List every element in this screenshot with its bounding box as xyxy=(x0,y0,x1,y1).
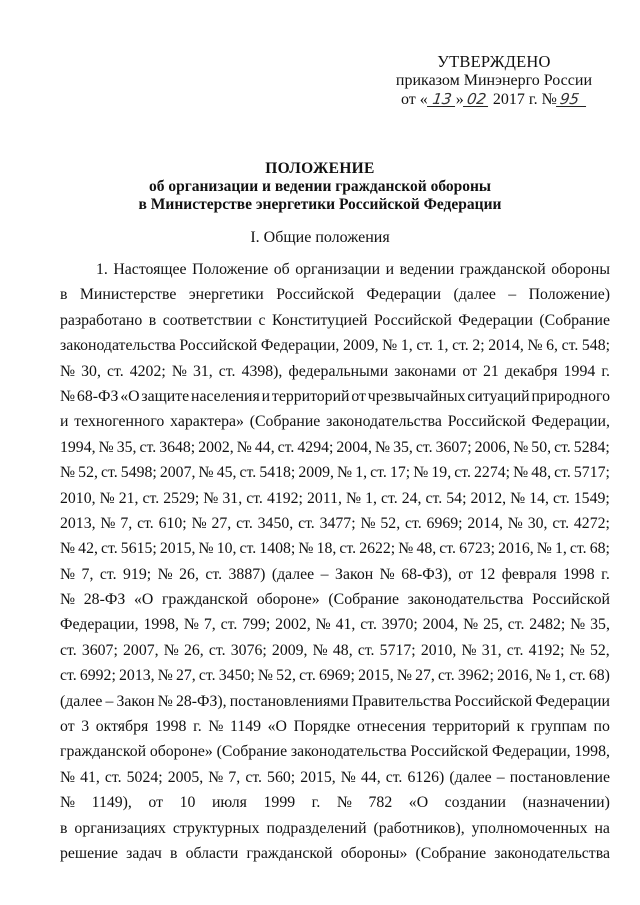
approval-order-line xyxy=(396,90,592,109)
paragraph-line: 2013, № 7, ст. 610; № 27, ст. 3450, ст. 3477; № 52, ст. 6969; 2014, № 30, ст. 4272; xyxy=(60,514,610,532)
paragraph-line: № 1149), от 10 июля 1999 г. № 782 «О создании (назначении) xyxy=(60,794,610,812)
handwritten-month: 02 xyxy=(463,92,490,107)
paragraph-line: № 52, ст. 5498; 2007, № 45, ст. 5418; 2009, № 1, ст. 17; № 19, ст. 2274; № 48, ст. 5717; xyxy=(60,464,610,482)
paragraph-line: от 3 октября 1998 г. № 1149 «О Порядке отнесения территорий к группам по xyxy=(60,718,610,736)
paragraph-line: и техногенного характера» (Собрание законодательства Российской Федерации, xyxy=(60,413,610,431)
handwritten-order-number: 95 xyxy=(556,92,588,107)
paragraph-line: Федерации, 1998, № 7, ст. 799; 2002, № 41, ст. 3970; 2004, № 25, ст. 2482; № 35, xyxy=(60,616,610,634)
paragraph-line: гражданской обороне» (Собрание законодательства Российской Федерации, 1998, xyxy=(60,743,610,761)
approval-year: 2017 г. № xyxy=(492,91,557,108)
paragraph-line: 1. Настоящее Положение об организации и ведении гражданской обороны xyxy=(96,261,610,278)
approval-issuer: приказом Минэнерго России xyxy=(395,72,592,89)
handwritten-day: 13 xyxy=(427,92,457,107)
section-heading: I. Общие положения xyxy=(250,229,390,246)
paragraph-line: 1994, № 35, ст. 3648; 2002, № 44, ст. 4294; 2004, № 35, ст. 3607; 2006, № 50, ст. 5284; xyxy=(60,438,610,456)
paragraph-line: № 7, ст. 919; № 26, ст. 3887) (далее – Закон № 68-ФЗ), от 12 февраля 1998 г. xyxy=(60,565,610,583)
paragraph-line: № 30, ст. 4202; № 31, ст. 4398), федеральными законами от 21 декабря 1994 г. xyxy=(60,362,610,380)
approval-date-prefix: от « xyxy=(401,91,428,108)
paragraph-line: разработано в соответствии с Конституцией Российской Федерации (Собрание xyxy=(60,311,610,329)
paragraph-line: решение задач в области гражданской обороны» (Собрание законодательства xyxy=(60,844,610,862)
approval-block xyxy=(396,52,592,109)
paragraph-line: в организациях структурных подразделений (работников), уполномоченных на xyxy=(60,819,610,837)
paragraph-line: в Министерстве энергетики Российской Федерации (далее – Положение) xyxy=(60,286,610,304)
paragraph-line: № 68-ФЗ «О защите населения и территорий от чрезвычайных ситуаций природного xyxy=(60,387,610,405)
paragraph-body xyxy=(60,257,610,866)
paragraph-line: (далее – Закон № 28-ФЗ), постановлениями Правительства Российской Федерации xyxy=(60,692,610,710)
document-title xyxy=(0,160,640,214)
title-line-1: ПОЛОЖЕНИЕ xyxy=(265,160,375,177)
paragraph-line: 2010, № 21, ст. 2529; № 31, ст. 4192; 2011, № 1, ст. 24, ст. 54; 2012, № 14, ст. 1549; xyxy=(60,489,610,507)
paragraph-line: № 42, ст. 5615; 2015, № 10, ст. 1408; № 18, ст. 2622; № 48, ст. 6723; 2016, № 1, ст. 68; xyxy=(60,540,610,558)
paragraph-line: законодательства Российской Федерации, 2009, № 1, ст. 1, ст. 2; 2014, № 6, ст. 548; xyxy=(60,337,610,355)
paragraph-line: ст. 6992; 2013, № 27, ст. 3450; № 52, ст. 6969; 2015, № 27, ст. 3962; 2016, № 1, ст. 68) xyxy=(60,667,610,685)
paragraph-line: ст. 3607; 2007, № 26, ст. 3076; 2009, № 48, ст. 5717; 2010, № 31, ст. 4192; № 52, xyxy=(60,641,610,659)
paragraph-line: № 28-ФЗ «О гражданской обороне» (Собрание законодательства Российской xyxy=(60,591,610,609)
approval-status: УТВЕРЖДЕНО xyxy=(437,52,551,71)
title-line-2: об организации и ведении гражданской обороны xyxy=(148,178,492,195)
paragraph-line: № 41, ст. 5024; 2005, № 7, ст. 560; 2015, № 44, ст. 6126) (далее – постановление xyxy=(60,768,610,786)
title-line-3: в Министерстве энергетики Российской Федерации xyxy=(138,196,502,213)
approval-date-separator: » xyxy=(455,91,464,108)
